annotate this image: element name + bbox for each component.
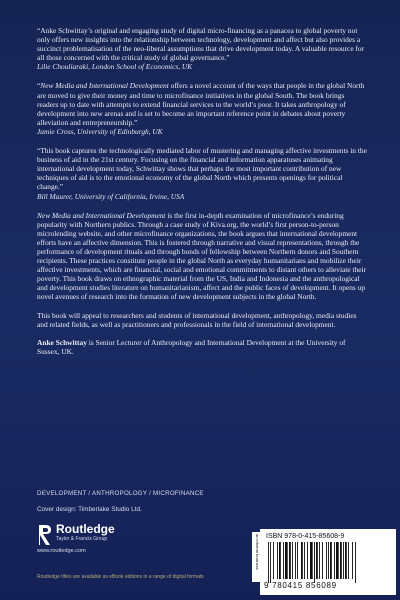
quote-attribution: Lilie Chouliaraki, London School of Economics, UK — [37, 62, 193, 72]
book-title: New Media and International Development — [40, 81, 169, 91]
description-body: is the first in-depth examination of microfinance’s enduring popularity with Northern publics. Through a case study of Kiva.org, the world’s first person-to-person microlending website, and other microfinance organizations, the book argues that international development efforts have an affective dimension. This is fostered through narrative and visual representations, through the performance of development rituals and through bonds of fellowship between Northern donors and Southern recipients. These practices constitute people in the global North as everyday humanitarians and mobilize their affective investments, which are financial, social and emotional commitments to distant others to alleviate their poverty. This book draws on ethnographic material from the US, India and Indonesia and the anthropological and development studies literature on humanitarianism, affect and the public faces of development. It opens up novel avenues of research into the formation of new development subjects in the global North. — [37, 210, 367, 302]
publisher-subtitle: Taylor & Francis Group — [56, 536, 108, 542]
quote-text: “This book captures the technologically mediated labor of mustering and managing affective investments in the business of aid in the 21st century. Focusing on the financial and information apparatuses animating international development today, Schwittay shows that perhaps the most important contribution of new techniques of aid is to the emotional economy of the global North which presents openings for political change.” — [37, 146, 367, 192]
informa-tag — [252, 532, 260, 582]
isbn-barcode — [260, 529, 396, 595]
routledge-logo-icon — [37, 523, 53, 547]
quote-text: “Anke Schwittay’s original and engaging study of digital micro-financing as a panacea to global poverty not only offers new insights into the relationship between technology, development and affect but also provides a succinct problematisation of the neo-liberal assumptions that drive development today. A valuable resource for all those concerned with the critical study of global governance.” — [37, 26, 365, 63]
publisher-name: Routledge — [56, 522, 115, 536]
book-title: New Media and International Development — [37, 210, 166, 220]
author-name: Anke Schwittay — [37, 337, 87, 347]
back-cover-text — [37, 26, 367, 365]
isbn-label: ISBN 978-0-415-85608-9 — [266, 533, 345, 540]
subject-categories: DEVELOPMENT / ANTHROPOLOGY / MICROFINANCE — [37, 490, 204, 497]
endorsement-quote-2 — [37, 81, 367, 136]
cover-design-credit: Cover design: Timberlake Studio Ltd. — [37, 506, 142, 513]
publisher-logo — [37, 522, 177, 556]
endorsement-quote-1 — [37, 26, 367, 71]
informa-text: an informa business — [255, 534, 260, 570]
barcode-bars — [266, 542, 390, 583]
author-bio — [37, 338, 367, 356]
endorsement-quote-3 — [37, 146, 367, 201]
ebook-note: Routledge titles are available as eBook editions in a range of digital formats — [37, 574, 204, 580]
barcode-digits: 9 780415 856089 — [264, 581, 337, 590]
book-description — [37, 211, 367, 302]
quote-text: “New Media and International Development offers a novel account of the ways that people in the global North are moved to give their money and time to microfinance initiatives in the global South. The book brings readers up to date with attempts to extend financial services to the world’s poor. It takes anthropology of development into new arenas and is set to become an important reference point in debates about poverty alleviation and entrepreneurship.” — [37, 81, 365, 127]
author-bio-text: is Senior Lecturer of Anthropology and International Development at the University of Sussex, UK. — [37, 337, 346, 356]
quote-text-rest: offers a novel account of the ways that people in the global North are moved to give their money and time to microfinance initiatives in the global South. The book brings readers up to date with attempts to extend financial services to the world’s poor. It takes anthropology of development into new arenas and is set to become an important reference point in debates about poverty alleviation and entrepreneurship.” — [37, 81, 365, 127]
quote-attribution: Jamie Cross, University of Edinburgh, UK — [37, 126, 163, 136]
publisher-url: www.routledge.com — [37, 548, 86, 554]
audience-statement: This book will appeal to researchers and students of international development, anthropology, media studies and related fields, as well as practitioners and professionals in the field of international development. — [37, 310, 357, 329]
quote-attribution: Bill Maurer, University of California, Irvine, USA — [37, 191, 185, 201]
